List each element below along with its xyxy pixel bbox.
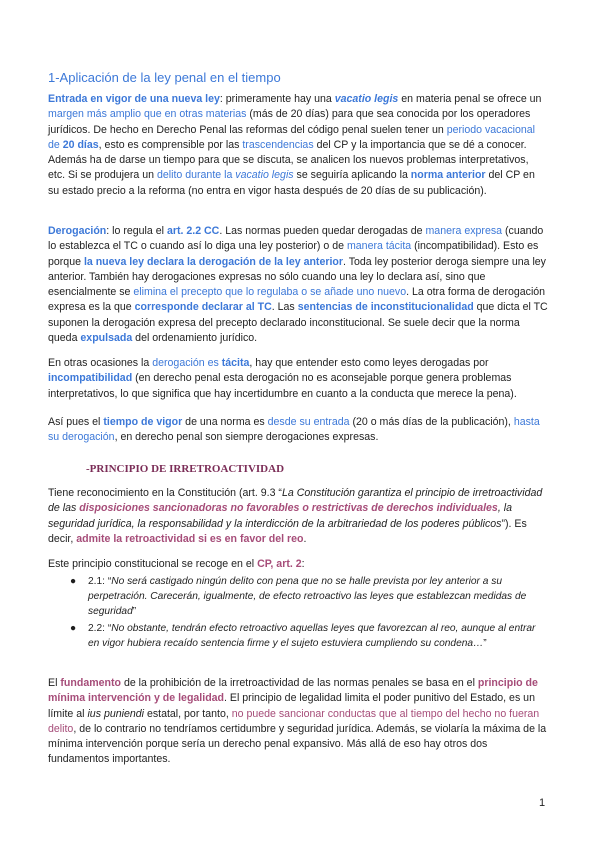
text: El <box>48 677 61 689</box>
highlight-incompatibilidad: incompatibilidad <box>48 372 133 385</box>
text: ”). Es decir, <box>48 517 527 545</box>
text: . La otra forma de derogación expresa es la que <box>48 286 546 314</box>
text: , hay que entender esto como leyes derogadas por <box>249 357 489 369</box>
text: de la prohibición de la irretroactividad de las normas penales se basa en el <box>121 677 478 689</box>
text: (más de 20 días) para que sea conocida por los operadores jurídicos. De hecho en Derecho Penal las reformas del código penal suelen tener un <box>48 108 531 136</box>
text: se seguiría aplicando la <box>293 169 411 182</box>
text: 2.1: “ <box>88 576 112 587</box>
text: , esto es comprensible por las <box>98 138 243 151</box>
highlight-sentencias: sentencias de inconstitucionalidad <box>297 301 474 314</box>
highlight-elimina-precepto: elimina el precepto que lo regulaba o se añade uno nuevo <box>133 286 407 299</box>
highlight-margen: margen más amplio que en otras materias <box>48 108 247 121</box>
highlight-trascendencias: trascendencias <box>242 138 314 151</box>
text: En otras ocasiones la <box>48 357 153 369</box>
text: , en derecho penal son siempre derogaciones expresas. <box>114 431 379 444</box>
subheading-irretroactividad: -PRINCIPIO DE IRRETROACTIVIDAD <box>86 463 285 475</box>
text: (en derecho penal esta derogación no es aconsejable porque genera problemas interpretativos, lo que significa que hay incertidumbre en cuanto a la conducta que merece la pena). <box>48 372 517 400</box>
paragraph-derogacion-tacita <box>48 356 548 402</box>
article-quote: No obstante, tendrán efecto retroactivo aquellas leyes que favorezcan al reo, aunque al entrar en vigor hubiera recaído sentencia firme y el sujeto estuviera cumpliendo su condena… <box>88 623 536 649</box>
highlight-expulsada: expulsada <box>80 332 133 345</box>
highlight-norma-anterior: norma anterior <box>410 169 486 182</box>
paragraph-constitucion <box>48 486 548 547</box>
article-quote: No será castigado ningún delito con pena que no se halle prevista por ley anterior a su perpetración. Carecerán, igualmente, de efecto retroactivo las leyes que establezcan medidas de seguridad <box>88 576 527 617</box>
text: : primeramente hay una <box>219 93 335 105</box>
page-number: 1 <box>539 797 546 809</box>
text: : <box>301 558 305 570</box>
text: , de lo contrario no tendríamos certidumbre y seguridad jurídica. Además, se violaría la máxima de la mínima intervención porque sería un derecho penal expansivo. Más allá de eso hay otros dos fundamentos importantes. <box>48 722 547 766</box>
text: ” <box>483 638 487 649</box>
highlight-hasta-derogacion: hasta su derogación <box>48 416 540 444</box>
highlight-art-cc: art. 2.2 CC <box>166 225 220 237</box>
highlight-declarar-tc: corresponde declarar al TC <box>134 301 272 314</box>
list-item-2-1 <box>48 574 548 619</box>
text: ” <box>132 606 137 617</box>
paragraph-fundamento <box>48 676 548 768</box>
text: en materia penal se ofrece un <box>398 93 542 105</box>
text: . <box>303 532 307 545</box>
term-ius-puniendi: ius puniendi <box>87 707 144 720</box>
term-vacatio-legis: vacatio legis <box>334 93 399 105</box>
text: . El principio de legalidad limita el poder punitivo del Estado, es un límite al <box>48 692 535 720</box>
highlight-periodo: periodo vacacional de <box>48 123 536 151</box>
text: . Toda ley posterior deroga siempre una ley anterior. También hay derogaciones expresas no sólo cuando una ley lo declara así, sino que esencialmente se <box>48 255 546 299</box>
highlight-desde-entrada: desde su entrada <box>267 416 350 428</box>
highlight-no-puede-sancionar: no puede sancionar conductas que al tiempo del hecho no fueran delito <box>48 707 540 735</box>
highlight-nueva-ley: la nueva ley declara la derogación de la ley anterior <box>83 255 344 268</box>
highlight-delito: delito durante la <box>156 169 236 182</box>
highlight-vacatio: vacatio legis <box>235 169 294 182</box>
highlight-20-dias: 20 días <box>62 138 99 151</box>
highlight-manera-tacita: manera tácita <box>346 240 412 253</box>
text: (cuando lo establezca el TC o cuando así lo diga una ley posterior) o de <box>48 225 544 253</box>
highlight-tiempo-de-vigor: tiempo de vigor <box>103 416 183 428</box>
text: del CP y la importancia que se dé a conocer. Además ha de darse un tiempo para que se discuta, se analicen los nuevos problemas interpretativos, etc. Si se produjera un <box>48 138 529 182</box>
bullet-dot: ● <box>70 623 77 634</box>
highlight-manera-expresa: manera expresa <box>425 225 503 237</box>
text: del ordenamiento jurídico. <box>132 332 258 345</box>
paragraph-entrada-en-vigor <box>48 92 548 199</box>
text: estatal, por tanto, <box>144 707 232 720</box>
text: . Las <box>271 301 298 314</box>
text: (20 o más días de la publicación), <box>349 416 514 428</box>
text: 2.2: “ <box>88 623 112 634</box>
term-derogacion: Derogación <box>48 225 107 237</box>
paragraph-cp-art2 <box>48 557 548 572</box>
highlight-tacita: tácita <box>221 357 250 369</box>
text: del CP en su estado precio a la reforma (no entra en vigor hasta después de 20 días de su publicación). <box>48 169 535 197</box>
article-list <box>48 574 548 653</box>
section-heading: 1-Aplicación de la ley penal en el tiempo <box>48 70 281 85</box>
text: Así pues el <box>48 416 104 428</box>
text: Tiene reconocimiento en la Constitución (art. 9.3 “ <box>48 487 282 499</box>
highlight-minima-intervencion: principio de mínima intervención y de legalidad <box>48 677 538 705</box>
text: Este principio constitucional se recoge en el <box>48 558 258 570</box>
term-entrada-en-vigor: Entrada en vigor de una nueva ley <box>48 93 220 105</box>
highlight-disposiciones: disposiciones sancionadoras no favorables o restrictivas de derechos individuales <box>79 502 498 515</box>
highlight-fundamento: fundamento <box>60 677 121 689</box>
highlight-cp-art2: CP, art. 2 <box>257 558 302 570</box>
quote-constitucion-end: , la seguridad jurídica, la responsabilidad y la interdicción de la arbitrariedad de los poderes públicos <box>48 502 512 530</box>
bullet-dot: ● <box>70 576 77 587</box>
text: . Las normas pueden quedar derogadas de <box>219 225 426 237</box>
paragraph-derogacion <box>48 224 548 346</box>
text: que dicta el TC suponen la derogación expresa del precepto declarado inconstitucional. Se suele decir que la norma queda <box>48 301 548 345</box>
paragraph-tiempo-de-vigor <box>48 415 548 446</box>
list-item-2-2 <box>48 621 548 651</box>
quote-constitucion: La Constitución garantiza el principio de irretroactividad de las <box>48 487 543 515</box>
text: de una norma es <box>182 416 268 428</box>
text: (incompatibilidad). Esto es porque <box>48 240 539 268</box>
text: : lo regula el <box>106 225 167 237</box>
highlight-derogacion-es: derogación es <box>152 357 222 369</box>
highlight-retroactividad-reo: admite la retroactividad si es en favor del reo <box>76 532 304 545</box>
